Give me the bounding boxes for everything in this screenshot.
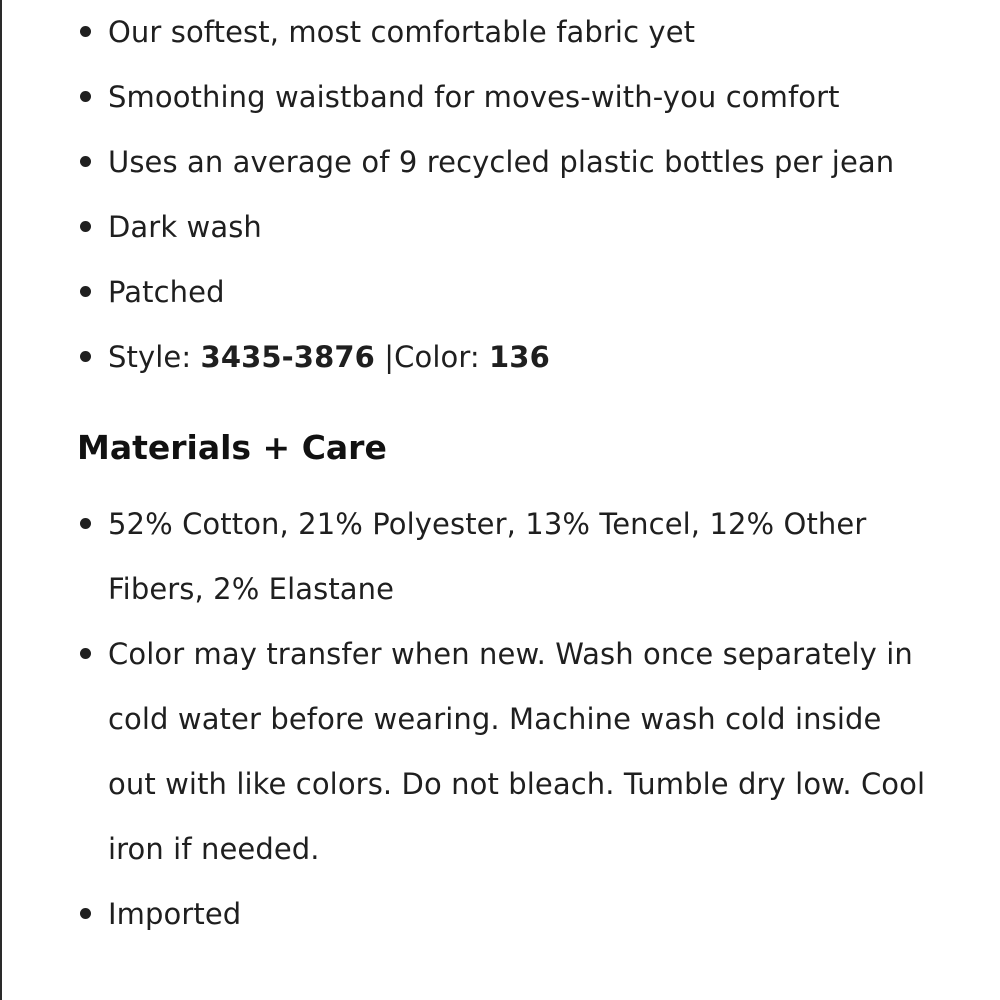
care-line: Color may transfer when new. Wash once separately in <box>108 637 913 671</box>
feature-item <box>77 130 977 195</box>
feature-text: Dark wash <box>108 210 262 244</box>
bullet-icon <box>80 156 91 167</box>
bullet-icon <box>80 351 91 362</box>
materials-care-heading: Materials + Care <box>77 428 387 467</box>
care-line: out with like colors. Do not bleach. Tumble dry low. Cool <box>108 767 926 801</box>
bullet-icon <box>80 91 91 102</box>
color-number: 136 <box>489 340 550 374</box>
materials-care-list <box>77 492 977 947</box>
feature-text: Uses an average of 9 recycled plastic bottles per jean <box>108 145 895 179</box>
composition-line: 52% Cotton, 21% Polyester, 13% Tencel, 12% Other <box>108 507 867 541</box>
style-label: Style: <box>108 340 192 374</box>
feature-item <box>77 0 977 65</box>
bullet-icon <box>80 518 91 529</box>
composition-line: Fibers, 2% Elastane <box>108 572 395 606</box>
feature-item <box>77 195 977 260</box>
feature-text: Smoothing waistband for moves-with-you comfort <box>108 80 840 114</box>
composition-item <box>77 492 977 622</box>
origin-item <box>77 882 977 947</box>
bullet-icon <box>80 221 91 232</box>
care-instructions-item <box>77 622 977 882</box>
bullet-icon <box>80 908 91 919</box>
care-line: iron if needed. <box>108 832 320 866</box>
bullet-icon <box>80 286 91 297</box>
bullet-icon <box>80 26 91 37</box>
feature-text: Patched <box>108 275 225 309</box>
style-color-item <box>77 325 977 390</box>
feature-item <box>77 65 977 130</box>
product-details <box>77 0 977 947</box>
color-label: Color: <box>394 340 480 374</box>
bullet-icon <box>80 648 91 659</box>
feature-text: Our softest, most comfortable fabric yet <box>108 15 696 49</box>
care-line: cold water before wearing. Machine wash cold inside <box>108 702 882 736</box>
origin-text: Imported <box>108 897 242 931</box>
left-border <box>0 0 2 1000</box>
feature-list <box>77 0 977 390</box>
separator: | <box>384 340 395 374</box>
style-number: 3435-3876 <box>200 340 375 374</box>
feature-item <box>77 260 977 325</box>
